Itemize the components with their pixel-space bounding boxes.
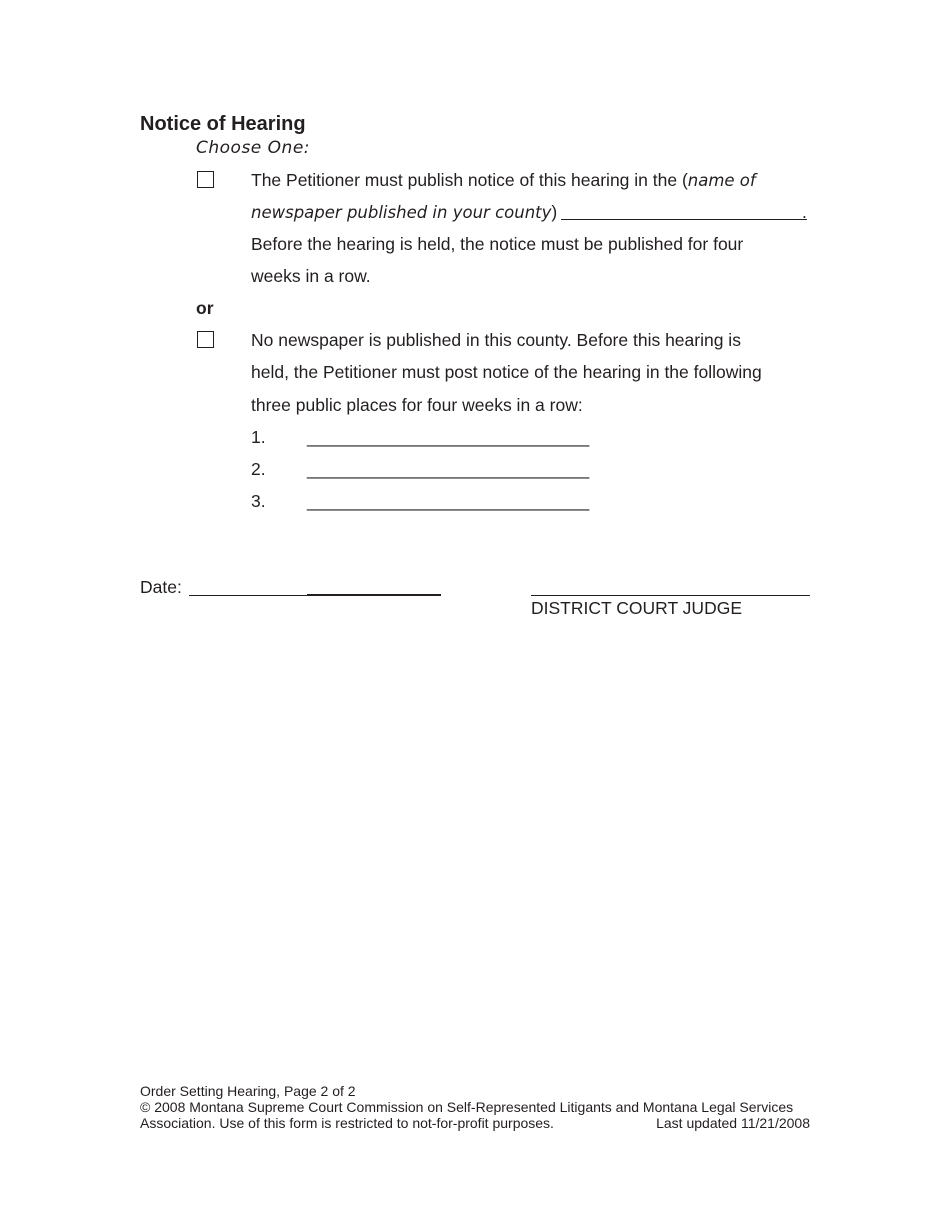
option-publish-line4: weeks in a row. xyxy=(251,266,371,286)
date-field[interactable] xyxy=(189,595,307,596)
option-publish-line2 xyxy=(251,202,557,223)
footer-usage-note: Association. Use of this form is restricted to not-for-profit purposes. xyxy=(140,1115,554,1131)
newspaper-name-field[interactable] xyxy=(561,219,807,220)
section-heading: Notice of Hearing xyxy=(140,113,306,135)
option-publish-text: The Petitioner must publish notice of this hearing in the ( xyxy=(251,170,688,190)
option-post-checkbox[interactable] xyxy=(197,331,214,348)
footer-last-updated: Last updated 11/21/2008 xyxy=(656,1115,810,1131)
place-3-field[interactable]: _____________________________ xyxy=(307,491,590,511)
close-paren: ) xyxy=(551,202,558,222)
footer-page-info: Order Setting Hearing, Page 2 of 2 xyxy=(140,1083,356,1099)
option-publish-line3: Before the hearing is held, the notice must be published for four xyxy=(251,234,744,254)
judge-label: DISTRICT COURT JUDGE xyxy=(531,598,742,618)
place-number: 1. xyxy=(251,427,266,447)
option-publish-period: . xyxy=(802,202,807,222)
option-post-line3: three public places for four weeks in a row: xyxy=(251,395,583,415)
place-1-field[interactable]: _____________________________ xyxy=(307,427,590,447)
option-publish-checkbox[interactable] xyxy=(197,171,214,188)
choose-one-instruction: Choose One: xyxy=(196,138,311,158)
footer-copyright: © 2008 Montana Supreme Court Commission on Self-Represented Litigants and Montana Legal Services xyxy=(140,1099,794,1115)
option-post-line2: held, the Petitioner must post notice of the hearing in the following xyxy=(251,362,762,382)
date-field-extension[interactable] xyxy=(307,594,441,596)
place-number: 2. xyxy=(251,459,266,479)
option-publish-italic-a: name of xyxy=(687,171,756,190)
date-label: Date: xyxy=(140,577,182,597)
option-post-line1: No newspaper is published in this county. Before this hearing is xyxy=(251,330,741,350)
option-publish-italic-b: newspaper published in your county xyxy=(251,203,552,222)
judge-signature-line[interactable] xyxy=(531,595,810,596)
place-2-field[interactable]: _____________________________ xyxy=(307,459,590,479)
place-number: 3. xyxy=(251,491,266,511)
or-label: or xyxy=(196,298,214,318)
option-publish-line1 xyxy=(251,170,756,191)
